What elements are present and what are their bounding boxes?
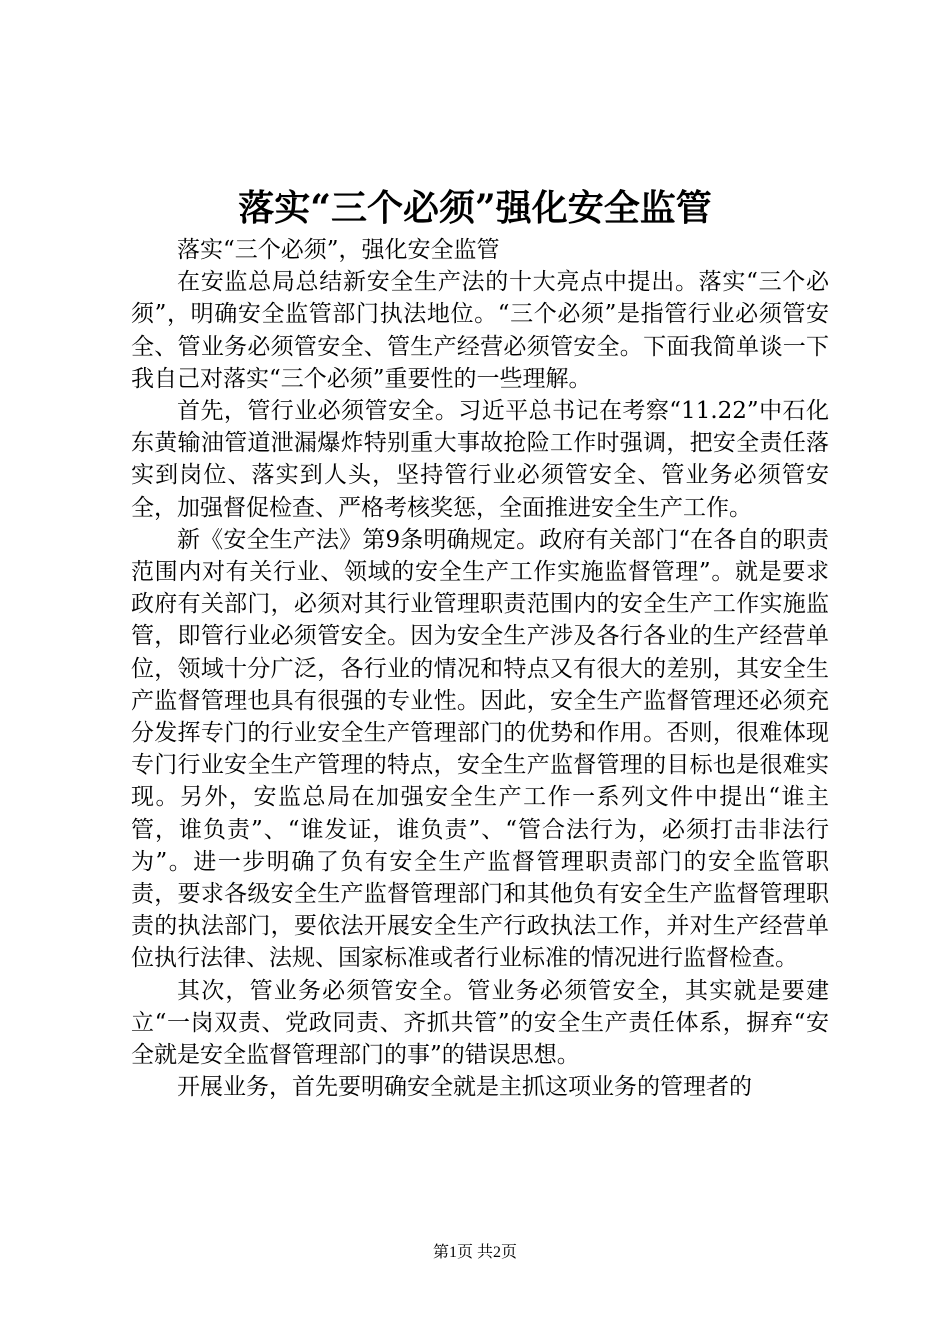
page-footer: 第1页 共2页 [432, 1244, 517, 1261]
paragraph-intro: 在安监总局总结新安全生产法的十大亮点中提出。落实“三个必须”，明确安全监管部门执法地位。“三个必须”是指管行业必须管安全、管业务必须管安全、管生产经营必须管安全。下面我简单谈一下我自己对落实“三个必须”重要性的一些理解。 [131, 269, 829, 392]
paragraph-law-article: 新《安全生产法》第9条明确规定。政府有关部门“在各自的职责范围内对有关行业、领域的安全生产工作实施监督管理”。就是要求政府有关部门，必须对其行业管理职责范围内的安全生产工作实施监管，即管行业必须管安全。因为安全生产涉及各行各业的生产经营单位，领域十分广泛，各行业的情况和特点又有很大的差别，其安全生产监督管理也具有很强的专业性。因此，安全生产监督管理还必须充分发挥专门的行业安全生产管理部门的优势和作用。否则，很难体现专门行业安全生产管理的特点，安全生产监督管理的目标也是很难实现。另外，安监总局在加强安全生产工作一系列文件中提出“谁主管，谁负责”、“谁发证，谁负责”、“管合法行为，必须打击非法行为”。进一步明确了负有安全生产监督管理职责部门的安全监管职责，要求各级安全生产监督管理部门和其他负有安全生产监督管理职责的执法部门，要依法开展安全生产行政执法工作，并对生产经营单位执行法律、法规、国家标准或者行业标准的情况进行监督检查。 [131, 526, 829, 972]
document-body [131, 234, 829, 1103]
paragraph-first-point: 首先，管行业必须管安全。习近平总书记在考察“11.22”中石化东黄输油管道泄漏爆炸特别重大事故抢险工作时强调，把安全责任落实到岗位、落实到人头，坚持管行业必须管安全、管业务必须管安全，加强督促检查、严格考核奖惩，全面推进安全生产工作。 [131, 398, 829, 521]
paragraph-second-point: 其次，管业务必须管安全。管业务必须管安全，其实就是要建立“一岗双责、党政同责、齐抓共管”的安全生产责任体系，摒弃“安全就是安全监督管理部门的事”的错误思想。 [131, 977, 829, 1069]
page-title: 落实“三个必须”强化安全监管 [238, 187, 712, 229]
paragraph-business: 开展业务，首先要明确安全就是主抓这项业务的管理者的 [177, 1074, 752, 1101]
paragraph-subtitle: 落实“三个必须”，强化安全监管 [177, 237, 500, 263]
